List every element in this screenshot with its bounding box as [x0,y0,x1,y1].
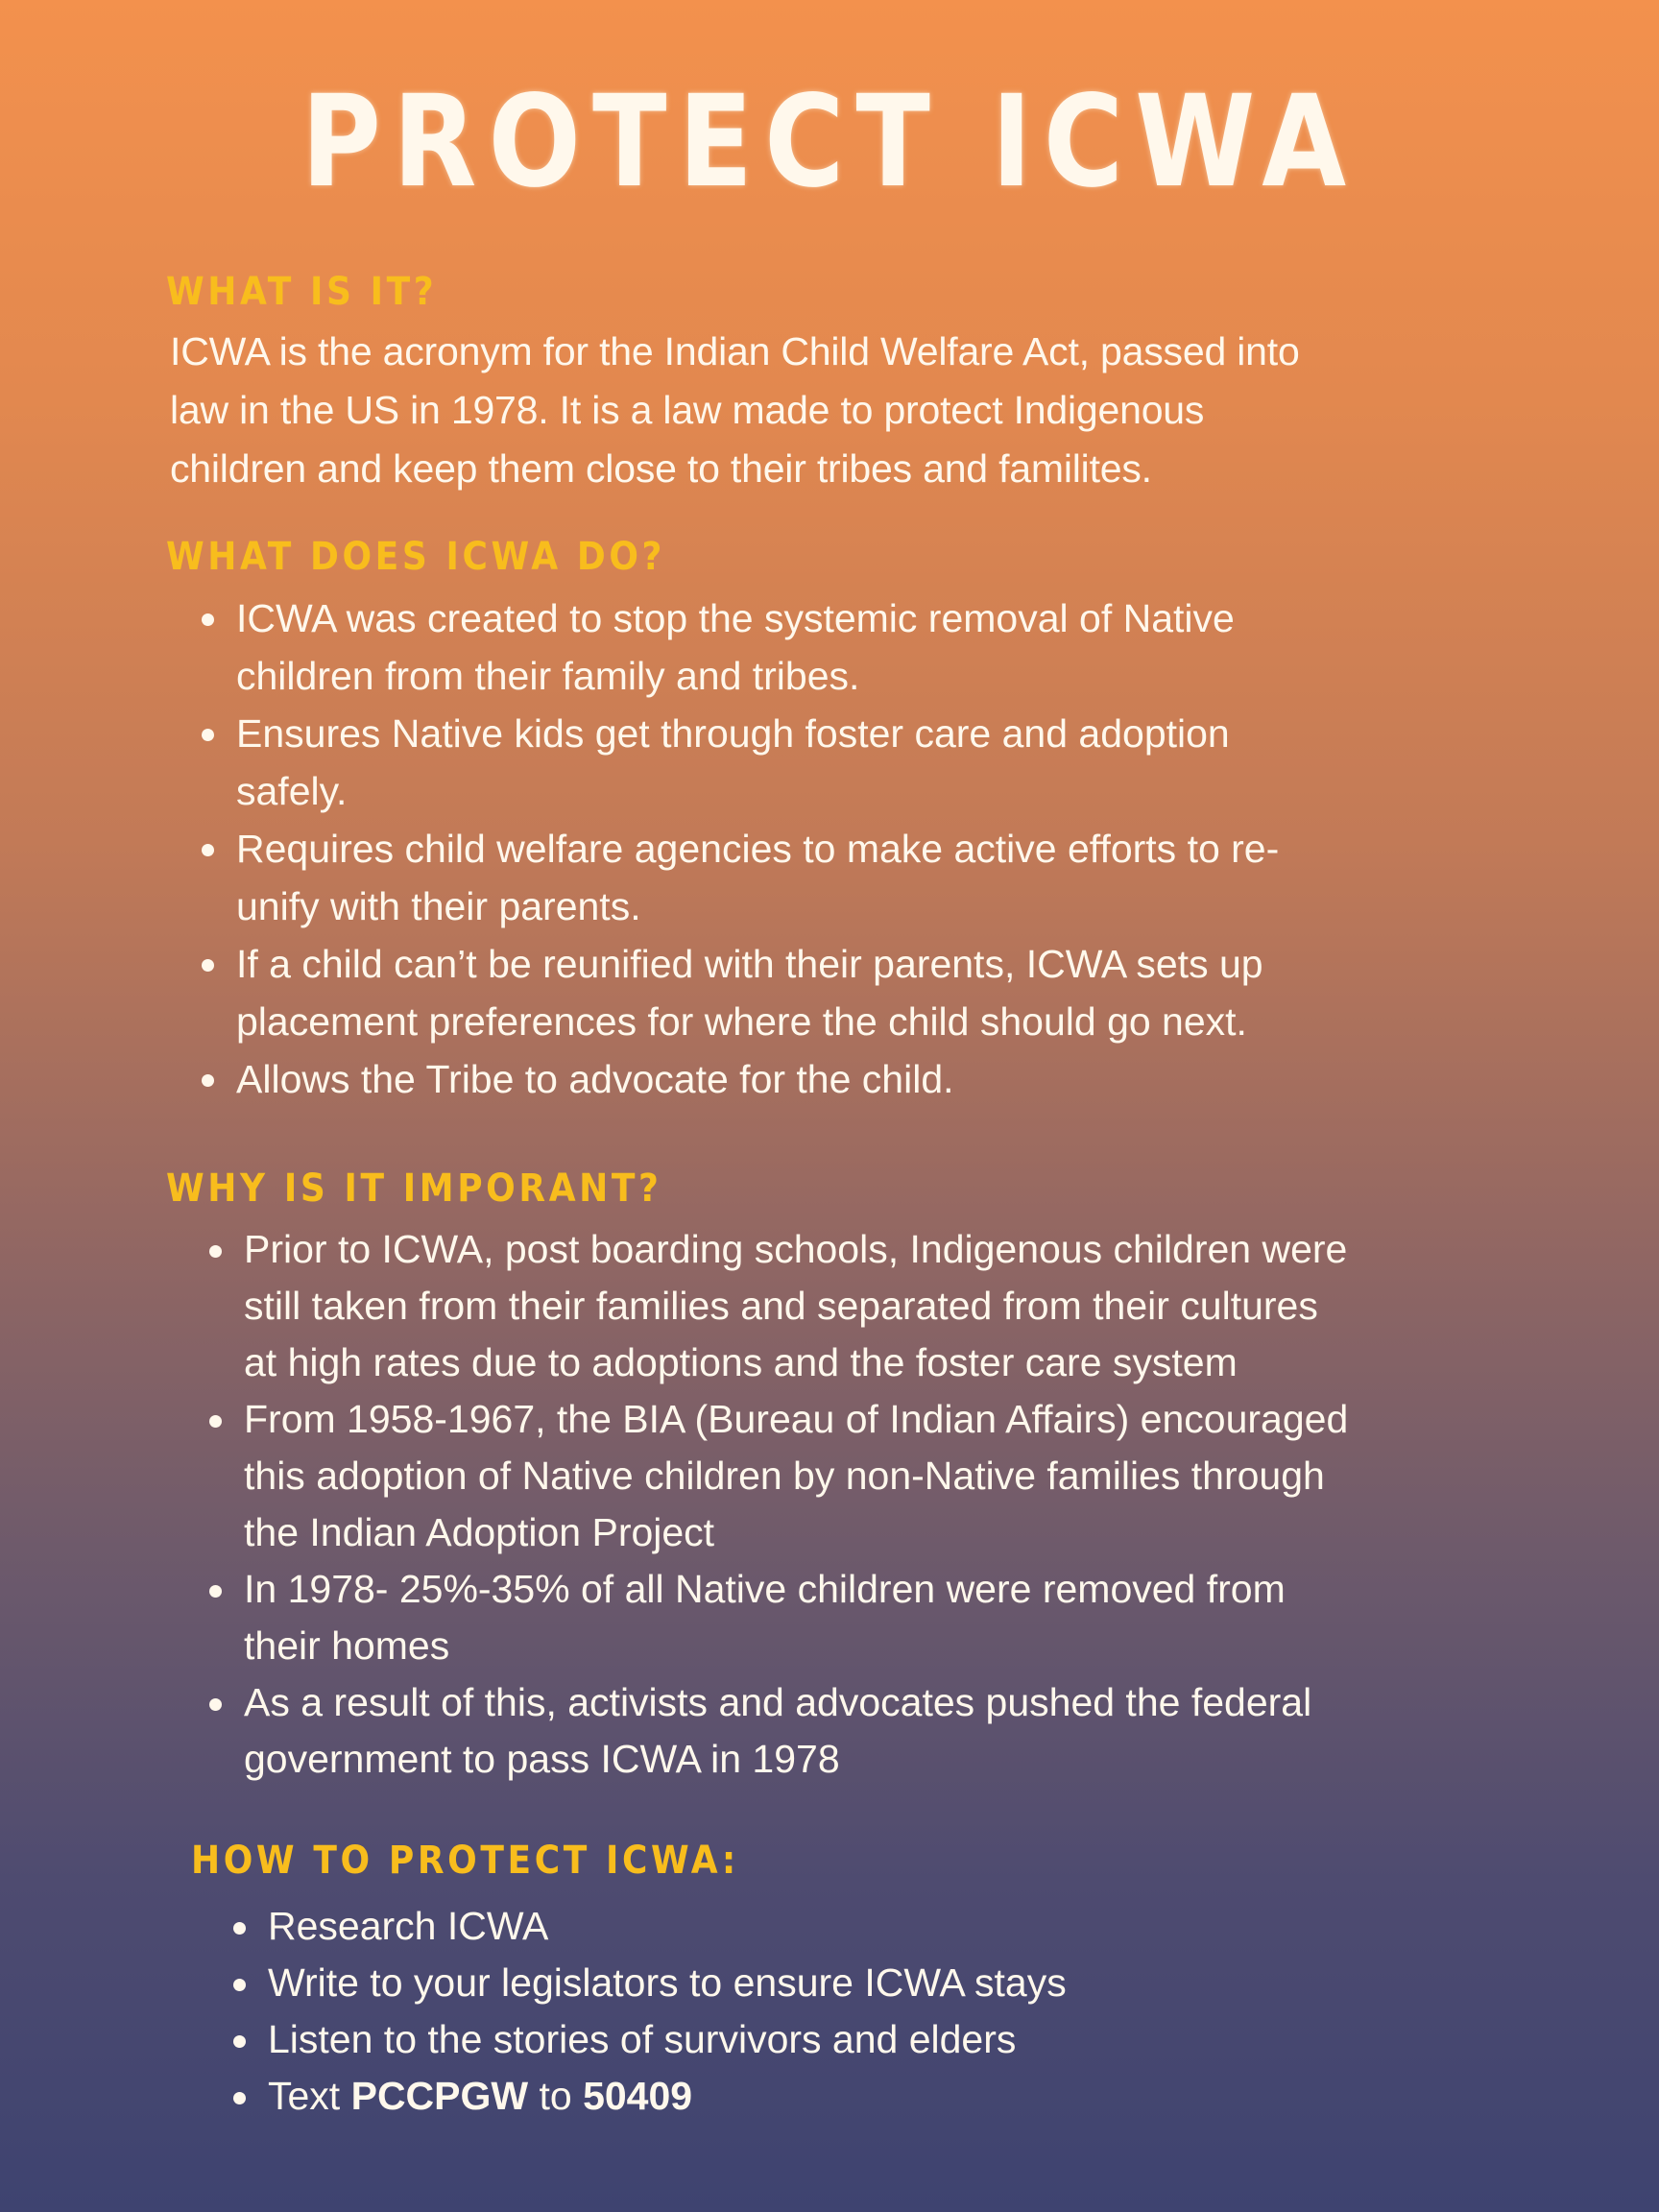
why-is-it-important-list [244,1221,1348,1788]
text-number: 50409 [583,2074,693,2118]
paragraph-line: law in the US in 1978. It is a law made to protect Indigenous [170,388,1205,432]
list-item: Allows the Tribe to advocate for the child. [236,1050,1279,1108]
what-does-icwa-do-list [236,589,1279,1108]
list-item: In 1978- 25%-35% of all Native children were removed from their homes [244,1561,1348,1674]
list-item: As a result of this, activists and advocates pushed the federal government to pass ICWA in 1978 [244,1674,1348,1788]
section-heading-what-is-it: WHAT IS IT? [166,270,438,314]
bullet-icon [233,2035,246,2048]
bullet-icon [209,1698,222,1711]
list-item: If a child can’t be reunified with their parents, ICWA sets up placement preferences for where the child should go next. [236,935,1279,1050]
list-item: Ensures Native kids get through foster care and adoption safely. [236,705,1279,820]
section-heading-why-is-it-important: WHY IS IT IMPORANT? [166,1166,662,1211]
bullet-icon [202,1074,214,1087]
bullet-icon [233,2092,246,2104]
section-heading-how-to-protect: HOW TO PROTECT ICWA: [191,1839,739,1883]
what-is-it-paragraph [170,323,1300,498]
bullet-icon [209,1585,222,1598]
bullet-icon [202,613,214,626]
list-item: Write to your legislators to ensure ICWA stays [268,1955,1067,2011]
bullet-icon [233,1922,246,1935]
bullet-icon [233,1979,246,1991]
list-item: Requires child welfare agencies to make active efforts to re- unify with their parents. [236,820,1279,935]
list-item: Prior to ICWA, post boarding schools, Indigenous children were still taken from their families and separated from their cultures at high rates due to adoptions and the foster care system [244,1221,1348,1391]
list-item: ICWA was created to stop the systemic removal of Native children from their family and tribes. [236,589,1279,705]
page-title: PROTECT ICWA [301,68,1358,216]
text-code: PCCPGW [350,2074,529,2118]
bullet-icon [209,1415,222,1428]
bullet-icon [202,729,214,741]
list-item: Listen to the stories of survivors and elders [268,2011,1067,2068]
paragraph-line: children and keep them close to their tribes and familites. [170,446,1152,491]
list-item-text-campaign: Text PCCPGW to 50409 [268,2068,1067,2125]
paragraph-line: ICWA is the acronym for the Indian Child Welfare Act, passed into [170,329,1300,373]
bullet-icon [202,959,214,972]
bullet-icon [202,844,214,856]
how-to-protect-list [268,1898,1067,2125]
list-item: From 1958-1967, the BIA (Bureau of Indian Affairs) encouraged this adoption of Native children by non-Native families through the Indian Adoption Project [244,1391,1348,1561]
list-item: Research ICWA [268,1898,1067,1955]
section-heading-what-does-icwa-do: WHAT DOES ICWA DO? [166,535,666,579]
bullet-icon [209,1245,222,1258]
